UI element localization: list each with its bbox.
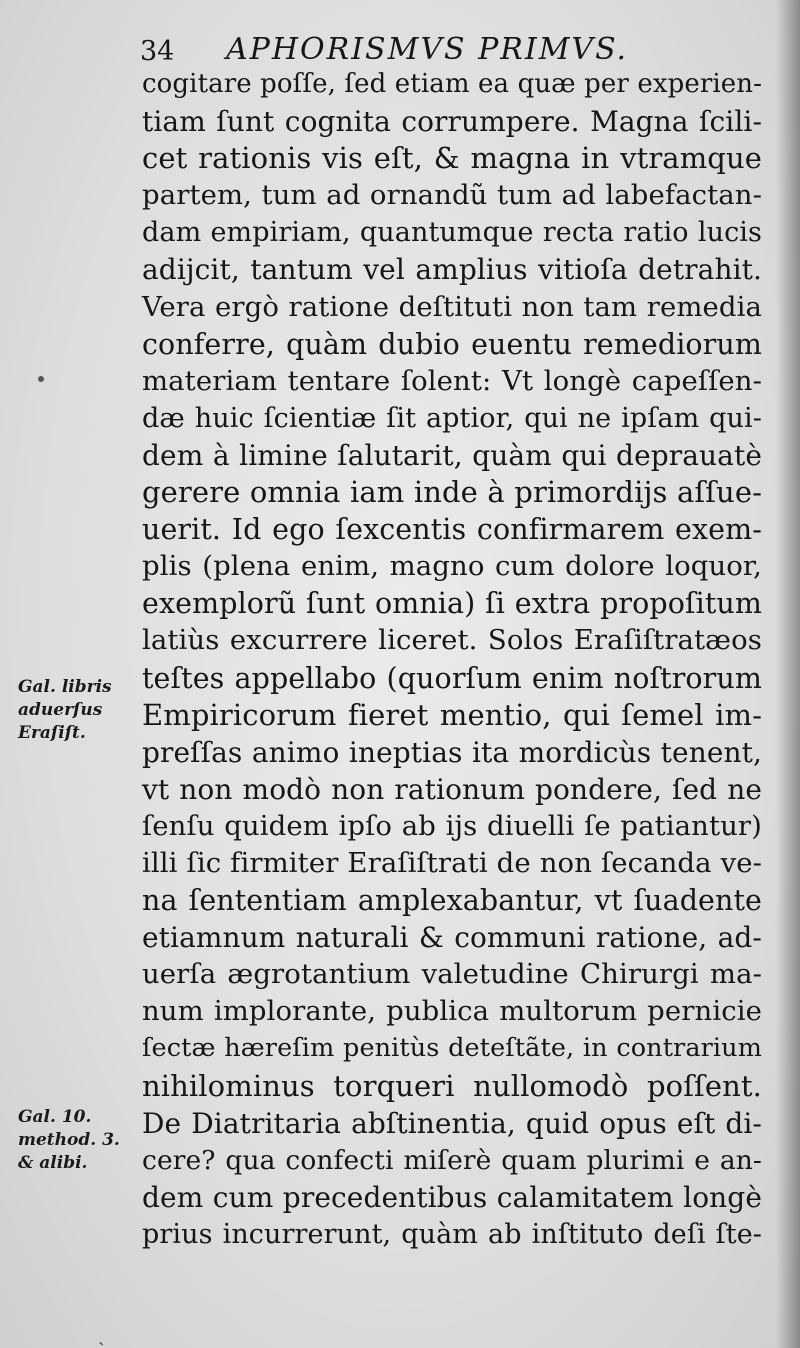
- margin-note-galen-erasistratus: [18, 676, 138, 745]
- text-line: teſtes appellabo (quorſum enim noſtrorum: [142, 661, 762, 695]
- margin-note-galen-method: [18, 1106, 138, 1175]
- text-line: ſectæ hæreſim penitùs deteſtãte, in contrarium: [142, 1033, 762, 1064]
- margin-note-line: & alibi.: [18, 1153, 88, 1173]
- text-line: exemplorũ ſunt omnia) ſi extra propoſitum: [142, 587, 762, 621]
- text-line: gerere omnia iam inde à primordijs aſſue-: [142, 475, 762, 510]
- body-text: [142, 66, 762, 1253]
- page-number: 34: [140, 36, 175, 67]
- corner-mark: ˎ: [98, 1322, 105, 1346]
- text-line: cet rationis vis eſt, & magna in vtramque: [142, 141, 762, 176]
- text-line: uerſa ægrotantium valetudine Chirurgi ma-: [142, 958, 762, 991]
- margin-mark: [38, 376, 44, 382]
- text-line: dem à limine ſalutarit, quàm qui deprauatè: [142, 438, 762, 472]
- margin-note-line: Gal. 10.: [18, 1107, 92, 1127]
- running-title: APHORISMVS PRIMVS.: [226, 32, 629, 67]
- margin-note-line: Eraſiſt.: [18, 723, 86, 743]
- text-line: na ſententiam amplexabantur, vt ſuadente: [142, 884, 762, 918]
- margin-note-line: method. 3.: [18, 1130, 120, 1150]
- text-line: conferre, quàm dubio euentu remediorum: [142, 327, 762, 361]
- text-line: etiamnum naturali & communi ratione, ad-: [142, 921, 762, 955]
- text-line: dem cum precedentibus calamitatem longè: [142, 1180, 762, 1214]
- text-line: num implorante, publica multorum pernicie: [142, 995, 762, 1028]
- text-line: plis (plena enim, magno cum dolore loquor,: [142, 550, 762, 583]
- text-line: vt non modò non rationum pondere, ſed ne: [142, 772, 762, 806]
- margin-note-line: aduerſus: [18, 700, 103, 720]
- text-line: Vera ergò ratione deſtituti non tam remedia: [142, 290, 762, 323]
- text-line: De Diatritaria abſtinentia, quid opus eſt di-: [142, 1106, 762, 1140]
- text-line: nihilominus torqueri nullomodò poſſent.: [142, 1068, 762, 1103]
- text-line: dam empiriam, quantumque recta ratio lucis: [142, 217, 762, 249]
- text-line: partem, tum ad ornandũ tum ad labefactan-: [142, 179, 762, 212]
- text-line: tiam ſunt cognita corrumpere. Magna ſcili-: [142, 105, 762, 139]
- text-line: Empiricorum fieret mentio, qui ſemel im-: [142, 697, 762, 732]
- text-line: dæ huic ſcientiæ ſit aptior, qui ne ipſam qui-: [142, 402, 762, 434]
- text-line: adijcit, tantum vel amplius vitioſa detrahit.: [142, 253, 762, 287]
- text-line: cogitare poſſe, ſed etiam ea quæ per experien-: [142, 69, 762, 99]
- text-line: prius incurrerunt, quàm ab inſtituto deſi ſte-: [142, 1218, 762, 1250]
- text-line: illi ſic firmiter Eraſiſtrati de non ſecanda ve-: [142, 846, 762, 879]
- text-line: cere? qua confecti miſerè quam plurimi e an-: [142, 1144, 762, 1176]
- margin-note-line: Gal. libris: [18, 677, 112, 697]
- text-line: ſenſu quidem ipſo ab ijs diuelli ſe patiantur): [142, 809, 762, 842]
- text-line: uerit. Id ego ſexcentis confirmarem exem-: [142, 513, 762, 547]
- text-line: preſſas animo ineptias ita mordicùs tenent,: [142, 735, 762, 769]
- text-line: latiùs excurrere liceret. Solos Eraſiſtratæos: [142, 624, 762, 657]
- text-line: materiam tentare ſolent: Vt longè capeſſen-: [142, 364, 762, 397]
